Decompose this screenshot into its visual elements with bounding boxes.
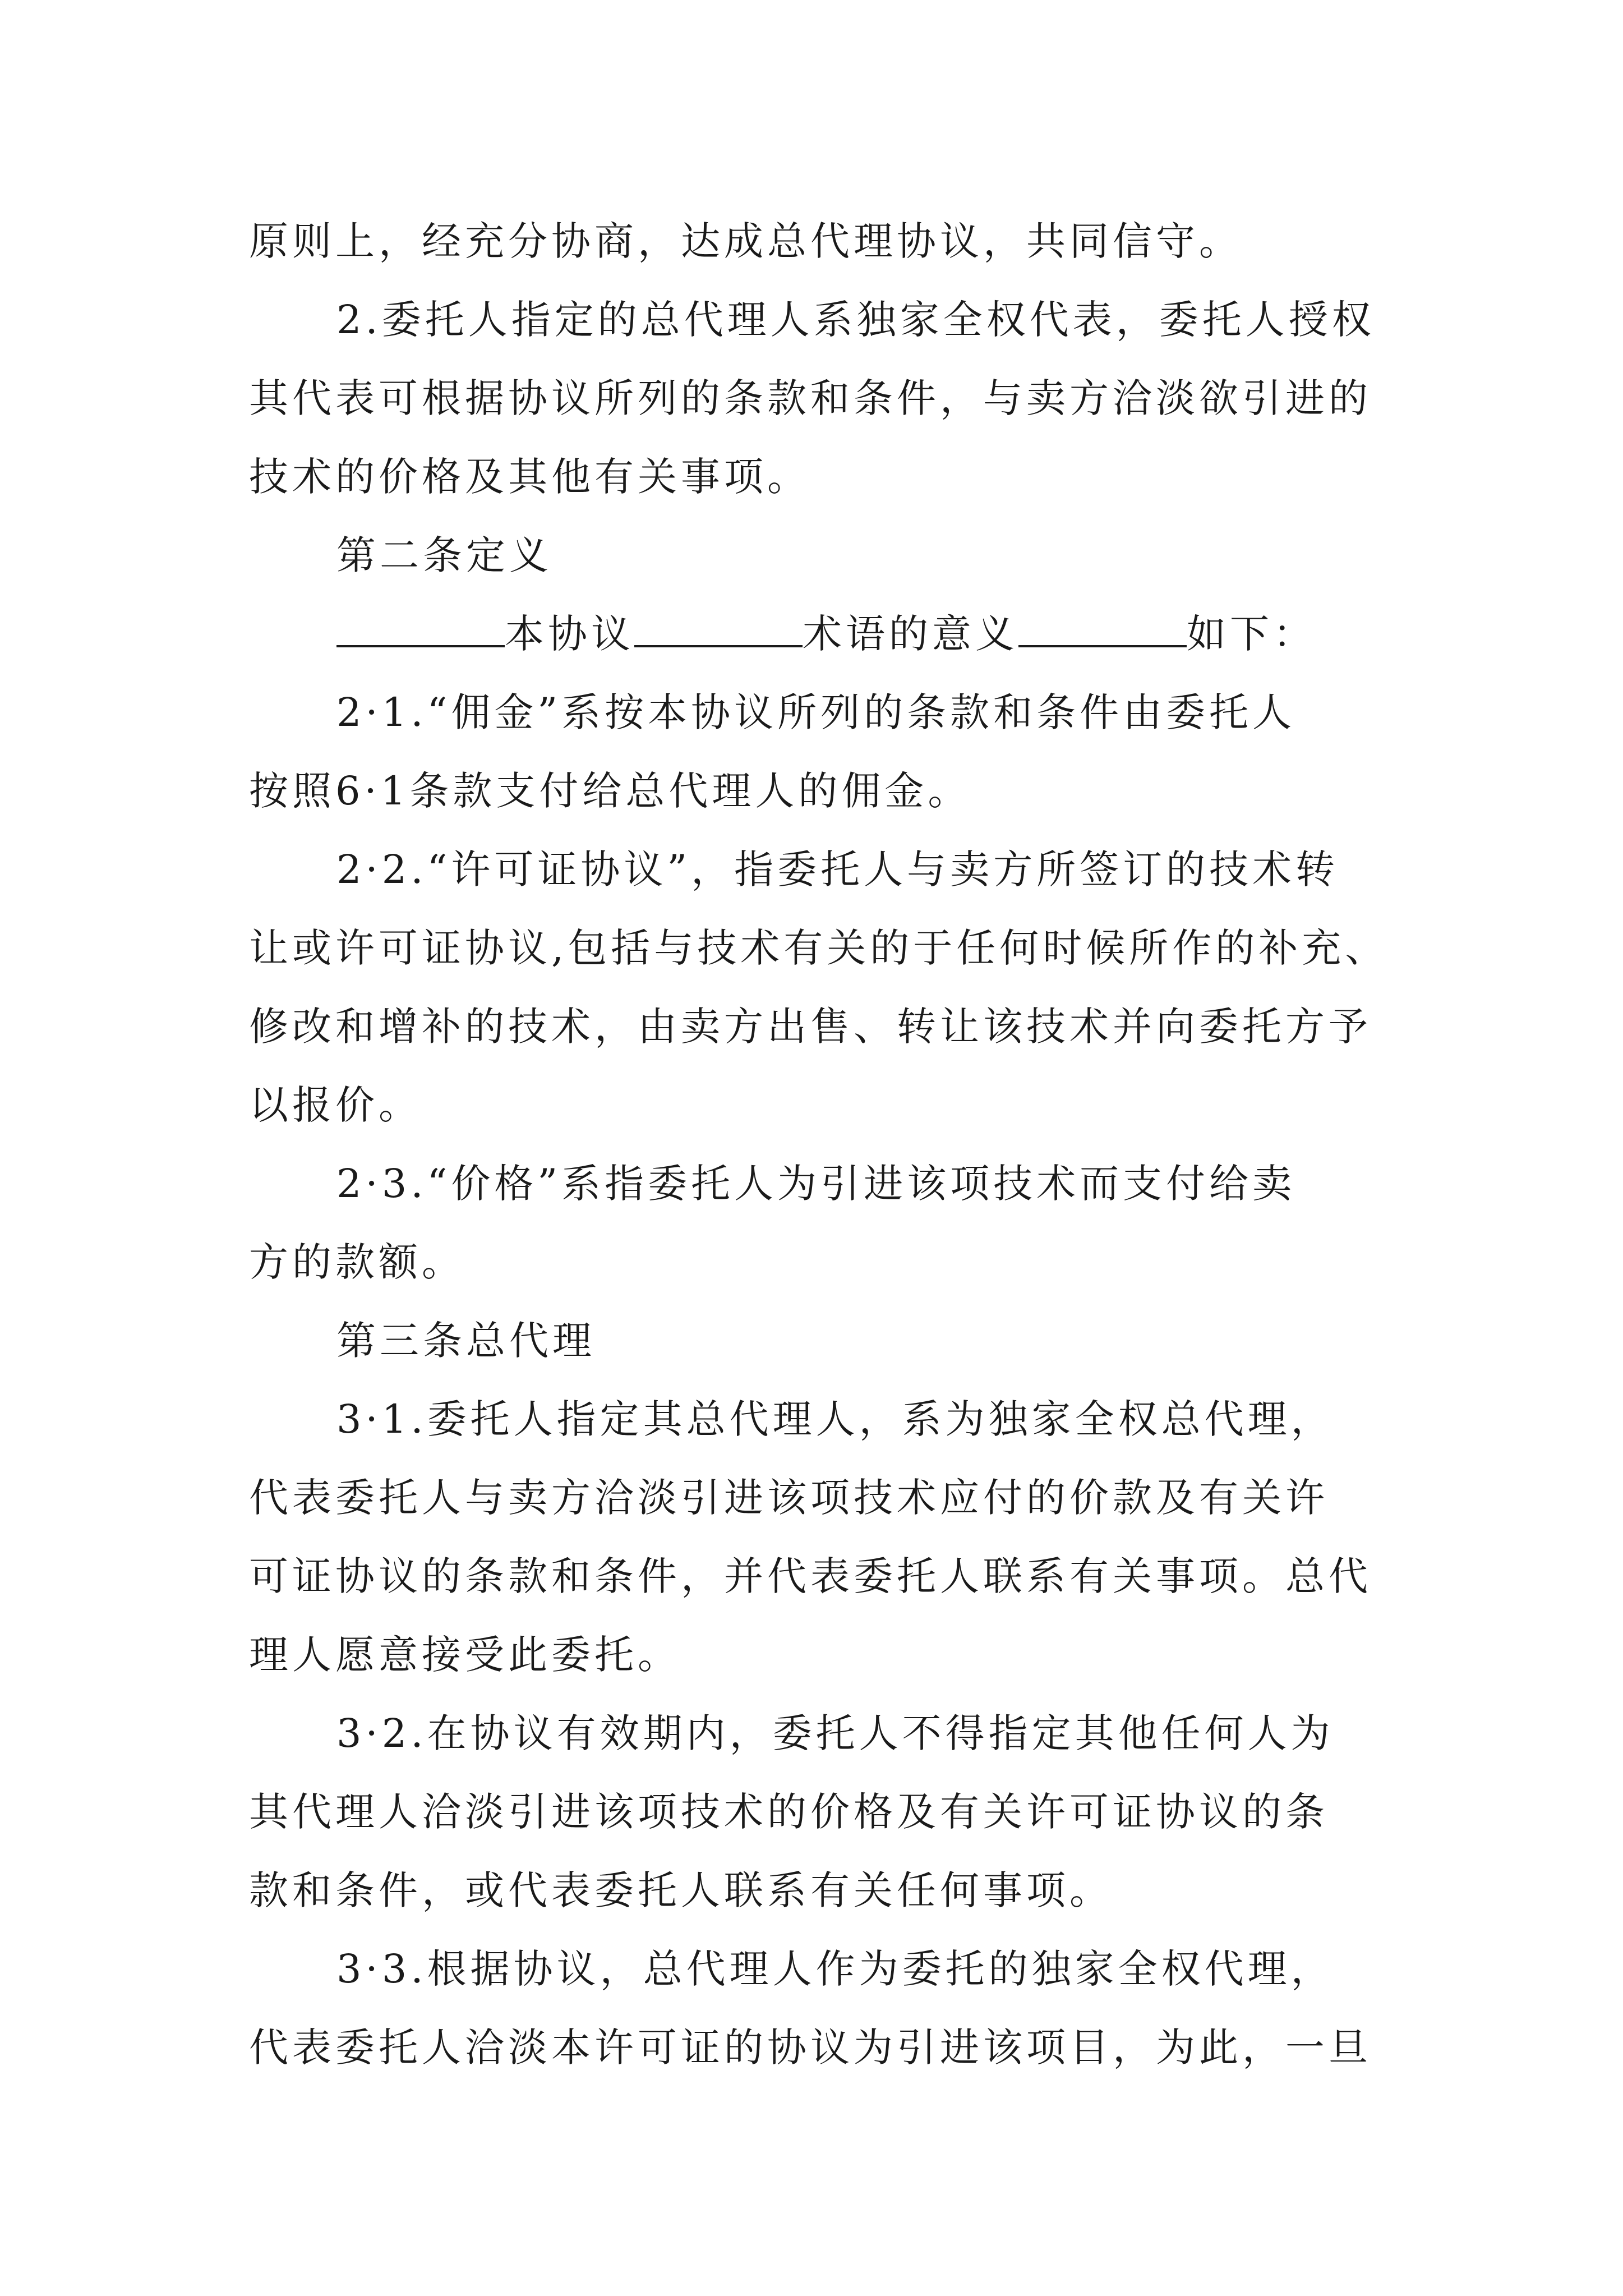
fill-in-blank — [1018, 610, 1187, 647]
text-line: 其代理人洽淡引进该项技术的价格及有关许可证协议的条 — [249, 1789, 1329, 1835]
text-line: 理人愿意接受此委托。 — [249, 1632, 681, 1678]
text-line: 款和条件，或代表委托人联系有关任何事项。 — [249, 1867, 1113, 1913]
definition-intro-part: 如下： — [1187, 611, 1316, 657]
text-line: 2.委托人指定的总代理人系独家全权代表，委托人授权 — [336, 297, 1375, 343]
text-line: 技术的价格及其他有关事项。 — [249, 454, 810, 500]
text-line: 2·2.“许可证协议”，指委托人与卖方所签订的技术转 — [336, 846, 1339, 892]
definition-intro-part: 本协议 — [505, 611, 634, 657]
section-heading: 第二条定义 — [336, 532, 552, 578]
text-line: 3·1.委托人指定其总代理人，系为独家全权总代理， — [336, 1396, 1334, 1442]
text-line: 3·3.根据协议，总代理人作为委托的独家全权代理， — [336, 1946, 1334, 1992]
text-line: 其代表可根据协议所列的条款和条件，与卖方洽淡欲引进的 — [249, 375, 1372, 421]
text-line: 方的款额。 — [249, 1239, 465, 1285]
definition-intro-line — [336, 609, 1316, 659]
text-line: 3·2.在协议有效期内，委托人不得指定其他任何人为 — [336, 1710, 1334, 1756]
text-line: 按照6·1条款支付给总代理人的佣金。 — [249, 768, 971, 814]
fill-in-blank — [634, 610, 803, 647]
text-line: 让或许可证协议,包括与技术有关的于任何时候所作的补充、 — [249, 925, 1389, 971]
section-heading: 第三条总代理 — [336, 1318, 596, 1364]
text-line: 代表委托人与卖方洽淡引进该项技术应付的价款及有关许 — [249, 1475, 1329, 1521]
text-line: 2·1.“佣金”系按本协议所列的条款和条件由委托人 — [336, 689, 1296, 735]
text-line: 原则上，经充分协商，达成总代理协议，共同信守。 — [249, 218, 1242, 264]
text-line: 代表委托人洽淡本许可证的协议为引进该项目，为此，一旦 — [249, 2024, 1372, 2070]
text-line: 以报价。 — [249, 1082, 422, 1128]
text-line: 可证协议的条款和条件，并代表委托人联系有关事项。总代 — [249, 1553, 1372, 1599]
definition-intro-part: 术语的意义 — [803, 611, 1018, 657]
fill-in-blank — [336, 610, 505, 647]
text-line: 2·3.“价格”系指委托人为引进该项技术而支付给卖 — [336, 1161, 1296, 1207]
text-line: 修改和增补的技术，由卖方出售、转让该技术并向委托方予 — [249, 1004, 1372, 1050]
